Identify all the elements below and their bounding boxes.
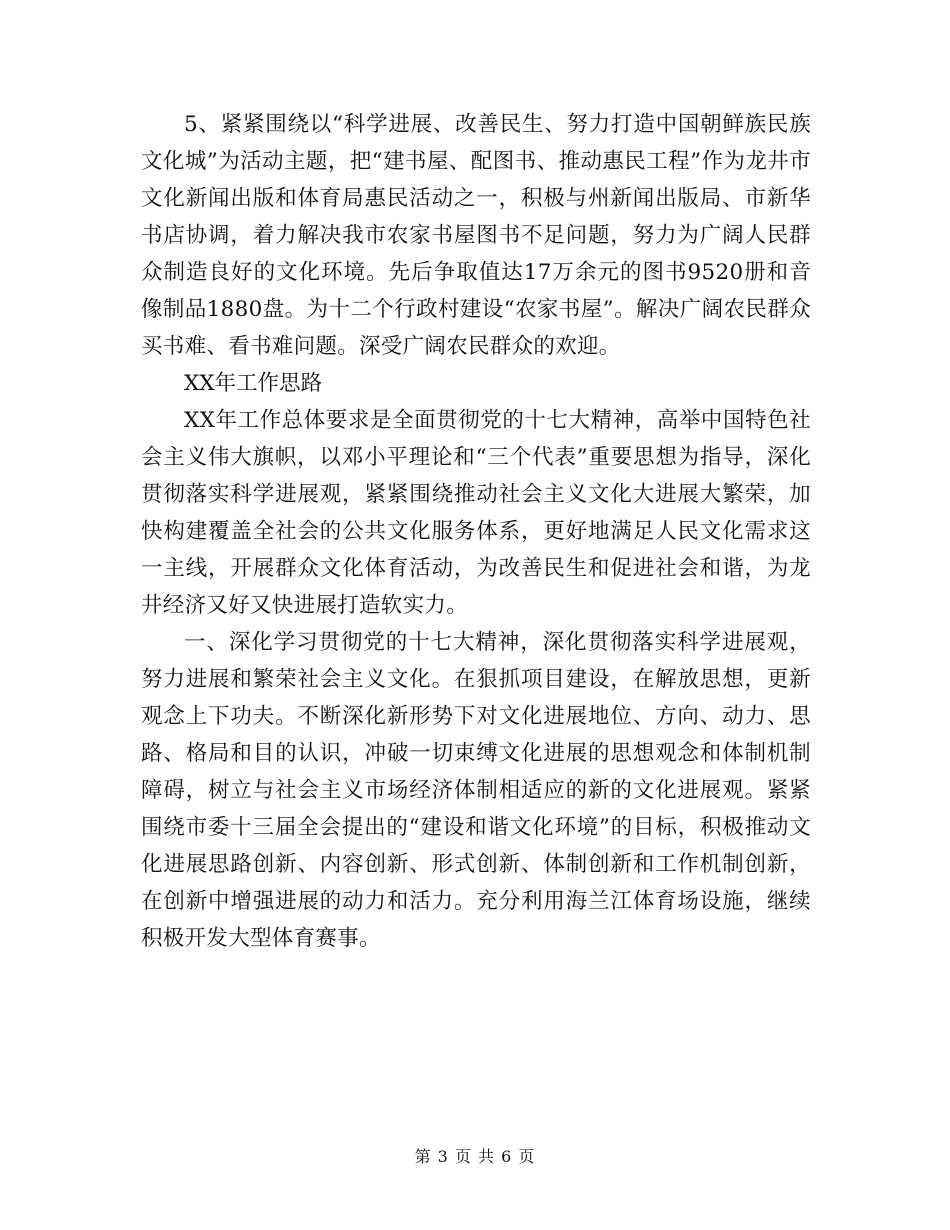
document-body — [141, 106, 811, 957]
section-heading: XX年工作思路 — [184, 371, 323, 396]
paragraph-overall-requirement: XX年工作总体要求是全面贯彻党的十七大精神，高举中国特色社会主义伟大旗帜，以邓小平理论和“三个代表”重要思想为指导，深化贯彻落实科学进展观，紧紧围绕推动社会主义文化大进展大繁荣，加快构建覆盖全社会的公共文化服务体系，更好地满足人民文化需求这一主线，开展群众文化体育活动，为改善民生和促进社会和谐，为龙井经济又好又快进展打造软实力。 — [141, 408, 811, 618]
page-footer — [0, 1147, 950, 1167]
paragraph-item-5: 5、紧紧围绕以“科学进展、改善民生、努力打造中国朝鲜族民族文化城”为活动主题，把“建书屋、配图书、推动惠民工程”作为龙井市文化新闻出版和体育局惠民活动之一，积极与州新闻出版局、市新华书店协调，着力解决我市农家书屋图书不足问题，努力为广阔人民群众制造良好的文化环境。先后争取值达17万余元的图书9520册和音像制品1880盘。为十二个行政村建设“农家书屋”。解决广阔农民群众买书难、看书难问题。深受广阔农民群众的欢迎。 — [141, 112, 811, 359]
paragraph-item-one: 一、深化学习贯彻党的十七大精神，深化贯彻落实科学进展观，努力进展和繁荣社会主义文化。在狠抓项目建设，在解放思想，更新观念上下功夫。不断深化新形势下对文化进展地位、方向、动力、思路、格局和目的认识，冲破一切束缚文化进展的思想观念和体制机制障碍，树立与社会主义市场经济体制相适应的新的文化进展观。紧紧围绕市委十三届全会提出的“建设和谐文化环境”的目标，积极推动文化进展思路创新、内容创新、形式创新、体制创新和工作机制创新，在创新中增强进展的动力和活力。充分利用海兰江体育场设施，继续积极开发大型体育赛事。 — [141, 630, 811, 951]
page-number: 第 3 页 共 6 页 — [414, 1147, 536, 1166]
